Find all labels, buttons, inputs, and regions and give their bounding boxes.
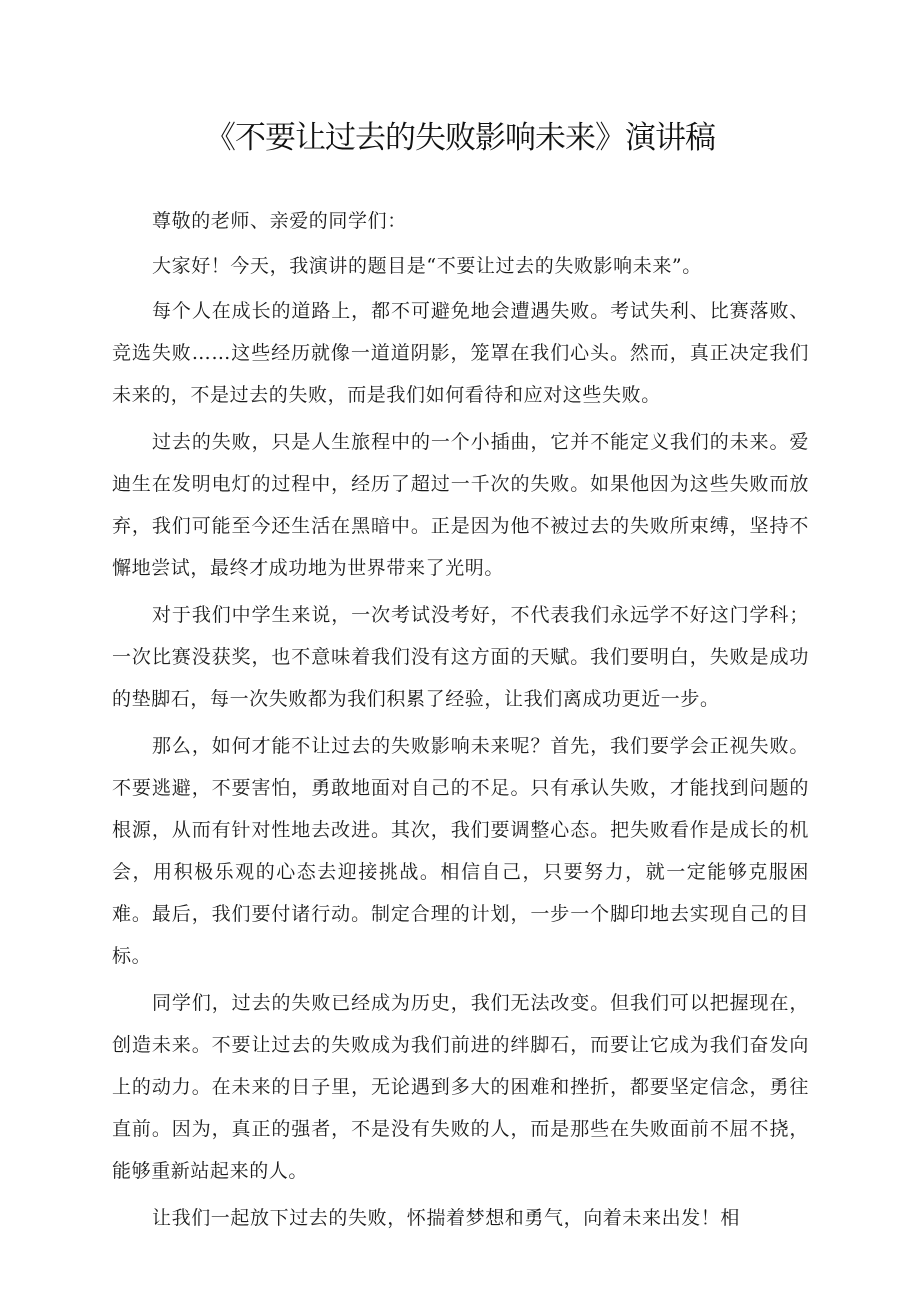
paragraph-opening: 大家好！今天，我演讲的题目是“不要让过去的失败影响未来”。 (152, 255, 702, 277)
paragraph: 同学们，过去的失败已经成为历史，我们无法改变。但我们可以把握现在，创造未来。不要让过去的失败成为我们前进的绊脚石，而要让它成为我们奋发向上的动力。在未来的日子里，无论遇到多大的困难和挫折，都要坚定信念，勇往直前。因为，真正的强者，不是没有失败的人，而是那些在失败面前不屈不挠，能够重新站起来的人。 (112, 992, 809, 1182)
paragraph: 让我们一起放下过去的失败，怀揣着梦想和勇气，向着未来出发！相 (152, 1207, 741, 1229)
paragraph: 每个人在成长的道路上，都不可避免地会遭遇失败。考试失利、比赛落败、竞选失败……这些经历就像一道道阴影，笼罩在我们心头。然而，真正决定我们未来的，不是过去的失败，而是我们如何看待和应对这些失败。 (112, 300, 809, 406)
paragraph-greeting: 尊敬的老师、亲爱的同学们： (152, 210, 407, 232)
document-title: 《不要让过去的失败影响未来》演讲稿 (205, 120, 715, 156)
paragraph: 过去的失败，只是人生旅程中的一个小插曲，它并不能定义我们的未来。爱迪生在发明电灯的过程中，经历了超过一千次的失败。如果他因为这些失败而放弃，我们可能至今还生活在黑暗中。正是因为他不被过去的失败所束缚，坚持不懈地尝试，最终才成功地为世界带来了光明。 (112, 431, 809, 579)
paragraph: 那么，如何才能不让过去的失败影响未来呢？首先，我们要学会正视失败。不要逃避，不要害怕，勇敢地面对自己的不足。只有承认失败，才能找到问题的根源，从而有针对性地去改进。其次，我们要调整心态。把失败看作是成长的机会，用积极乐观的心态去迎接挑战。相信自己，只要努力，就一定能够克服困难。最后，我们要付诸行动。制定合理的计划，一步一个脚印地去实现自己的目标。 (112, 735, 809, 967)
document-body (112, 200, 809, 1244)
paragraph: 对于我们中学生来说，一次考试没考好，不代表我们永远学不好这门学科；一次比赛没获奖，也不意味着我们没有这方面的天赋。我们要明白，失败是成功的垫脚石，每一次失败都为我们积累了经验，让我们离成功更近一步。 (112, 604, 809, 710)
